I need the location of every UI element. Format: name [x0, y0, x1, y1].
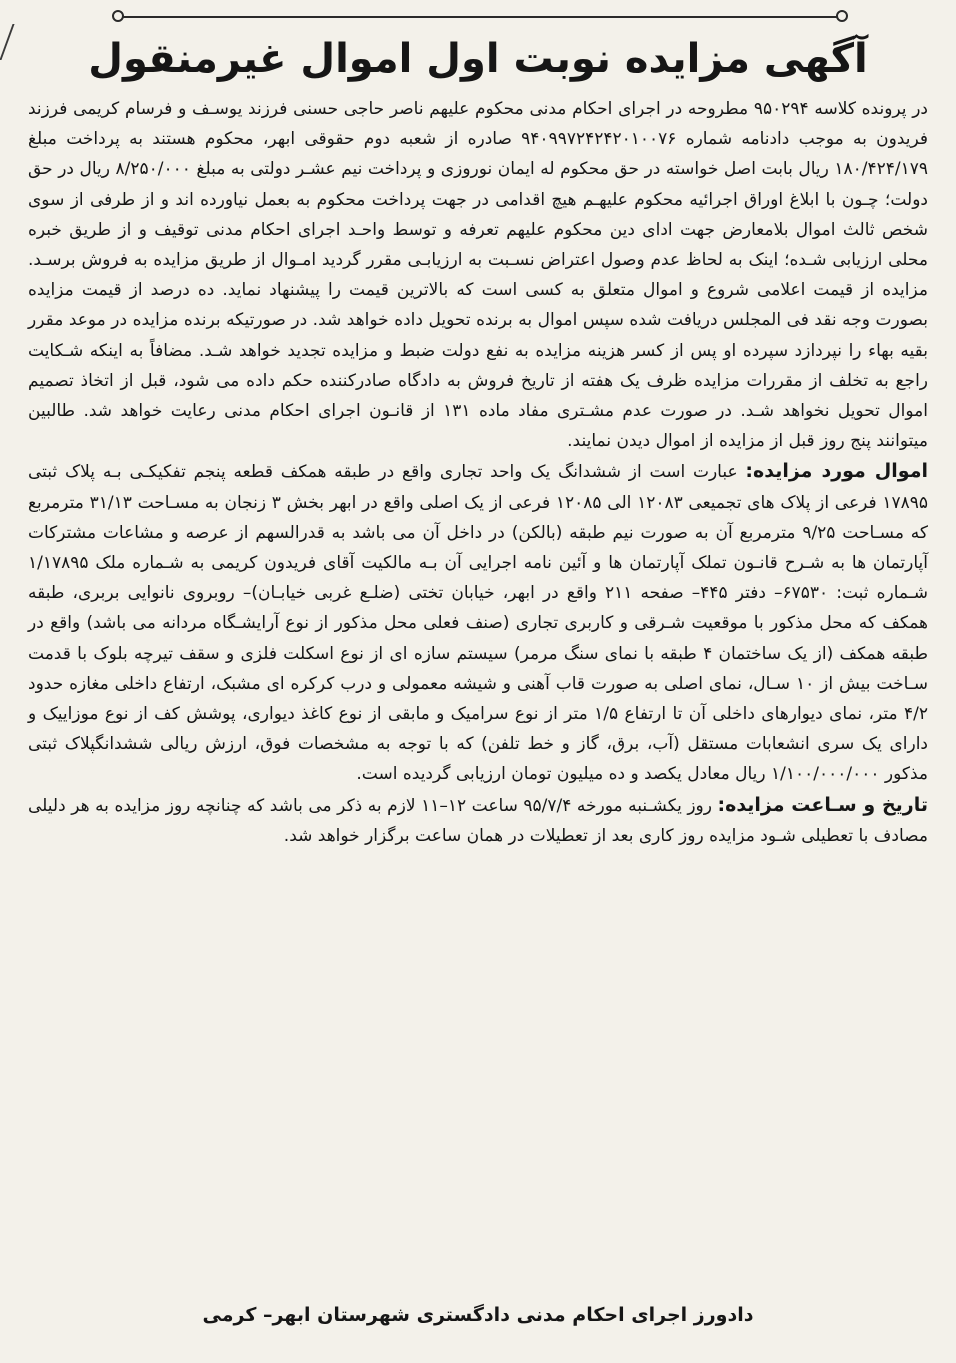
date-text: روز یکشـنبه مورخه ۹۵/۷/۴ ساعت ۱۲–۱۱ لازم به ذکر می باشد که چنانچه روز مزایده به هر دلیلی مصادف با تعطیلی شـود مزایده روز کاری بعد از تعطیلات در همان ساعت برگزار خواهد شد. [28, 795, 928, 846]
property-heading: اموال مورد مزایده: [745, 460, 928, 483]
signature-line: دادورز اجرای احکام مدنی دادگستری شهرستان ابهر– کرمی [202, 1304, 754, 1326]
notice-body [28, 94, 928, 851]
pen-mark [0, 24, 29, 60]
ornament-dot-right [836, 10, 848, 22]
notice-title: آگهی مزایده نوبت اول اموال غیرمنقول [88, 36, 868, 82]
date-heading: تاریخ و سـاعت مزایده: [717, 793, 928, 816]
ornament-dot-left [112, 10, 124, 22]
property-text: عبارت است از ششدانگ یک واحد تجاری واقع در طبقه همکف قطعه پنجم تفکیکـی بـه پلاک ثبتی ۱۷۸۹۵ فرعی از پلاک های تجمیعی ۱۲۰۸۳ الی ۱۲۰۸۵ فرعی از یک اصلی واقع در ابهر بخش ۳ زنجان به مسـاحت ۳۱/۱۳ مترمربع که مسـاحت ۹/۲۵ مترمربع آن به صورت نیم طبقه (بالکن) در داخل آن می باشد به قدرالسهم از عرصه و مشاعات مشترکات آپارتمان ها به شـرح قانـون تملک آپارتمان ها و آئین نامه اجرایی آن بـه مالکیت آقای فریدون کریمی به شـماره ملک ۱/۱۷۸۹۵ شـماره ثبت: ۶۷۵۳۰– دفتر ۴۴۵– صفحه ۲۱۱ واقع در ابهر، خیابان تختی (ضلـع غربی خیابـان)– روبروی نانوایی بربری، طبقه همکف که محل مذکور با موقعیت شـرقی و کاربری تجاری (صنف فعلی محل مذکور از نوع آرایشـگاه مردانه می باشد) واقع در طبقه همکف (از یک ساختمان ۴ طبقه با نمای سنگ مرمر) سیستم سازه ای از نوع اسکلت فلزی و سقف تیرچه بلوک با قدمت سـاخت بیش از ۱۰ سـال، نمای اصلی به صورت قاب آهنی و شیشه معمولی و درب کرکره ای مشبک، ارتفاع داخلی مغازه حدود ۴/۲ متر، نمای دیوارهای داخلی آن تا ارتفاع ۱/۵ متر از نوع سرامیک و مابقی از نوع کاغذ دیواری، پوشش کف از نوع موزاییک و دارای یک سری انشعابات مستقل (آب، برق، گاز و خط تلفن) که با توجه به مشخصات فوق، ارزش ریالی ششدانگپلاک ثبتی مذکور ۱/۱۰۰/۰۰۰/۰۰۰ ریال معادل یکصد و ده میلیون تومان ارزیابی گردیده است. [28, 462, 928, 785]
intro-paragraph: در پرونده کلاسه ۹۵۰۲۹۴ مطروحه در اجرای احکام مدنی محکوم علیهم ناصر حاجی حسنی فرزند یوسـف و فرسام کریمی فرزند فریدون به موجب دادنامه شماره ۹۴۰۹۹۷۲۴۲۴۲۰۱۰۰۷۶ صادره از شعبه دوم حقوقی ابهر، محکوم هستند به پرداخت مبلغ ۱۸۰/۴۲۴/۱۷۹ ریال بابت اصل خواسته در حق محکوم له ایمان نوروزی و پرداخت نیم عشـر دولتی به مبلغ ۸/۲۵۰/۰۰۰ ریال در حق دولت؛ چـون با ابلاغ اوراق اجرائیه محکوم علیهـم هیچ اقدامی در جهت پرداخت محکوم به بعمل نیاورده اند و از طرفی از سوی شخص ثالث اموال بلامعارض جهت ادای دین محکوم علیهم تعرفه و توسط واحـد اجرای احکام مدنی توقیف و از طریق خبره محلی ارزیابی شـده؛ اینک به لحاظ عدم وصول اعتراض نسـبت به ارزیابـی مقرر گردید امـوال از طریق مزایده به فروش برسـد. مزایده از قیمت اعلامی شروع و اموال متعلق به کسی است که بالاترین قیمت را پیشنهاد نماید. ده درصد از قیمت مزایده بصورت وجه نقد فی المجلس دریافت شده سپس اموال به برنده تحویل داده خواهد شد. در صورتیکه برنده مزایده در موعد مقرر بقیه بهاء را نپردازد سپرده او پس از کسر هزینه مزایده به نفع دولت ضبط و مزایده تجدید خواهد شـد. مضافاً به اینکه شـکایت راجع به تخلف از مقررات مزایده ظرف یک هفته از تاریخ فروش به دادگاه صادرکننده حکم داده می شود، قبل از اتخاذ تصمیم اموال تحویل نخواهد شـد. در صورت عدم مشـتری مفاد ماده ۱۳۱ از قانـون اجرای احکام مدنی رعایت خواهد شد. طالبین میتوانند پنج روز قبل از مزایده از اموال دیدن نمایند. [28, 99, 929, 452]
top-ornament-rule [118, 16, 842, 18]
date-paragraph [28, 790, 928, 851]
property-paragraph [28, 456, 928, 789]
